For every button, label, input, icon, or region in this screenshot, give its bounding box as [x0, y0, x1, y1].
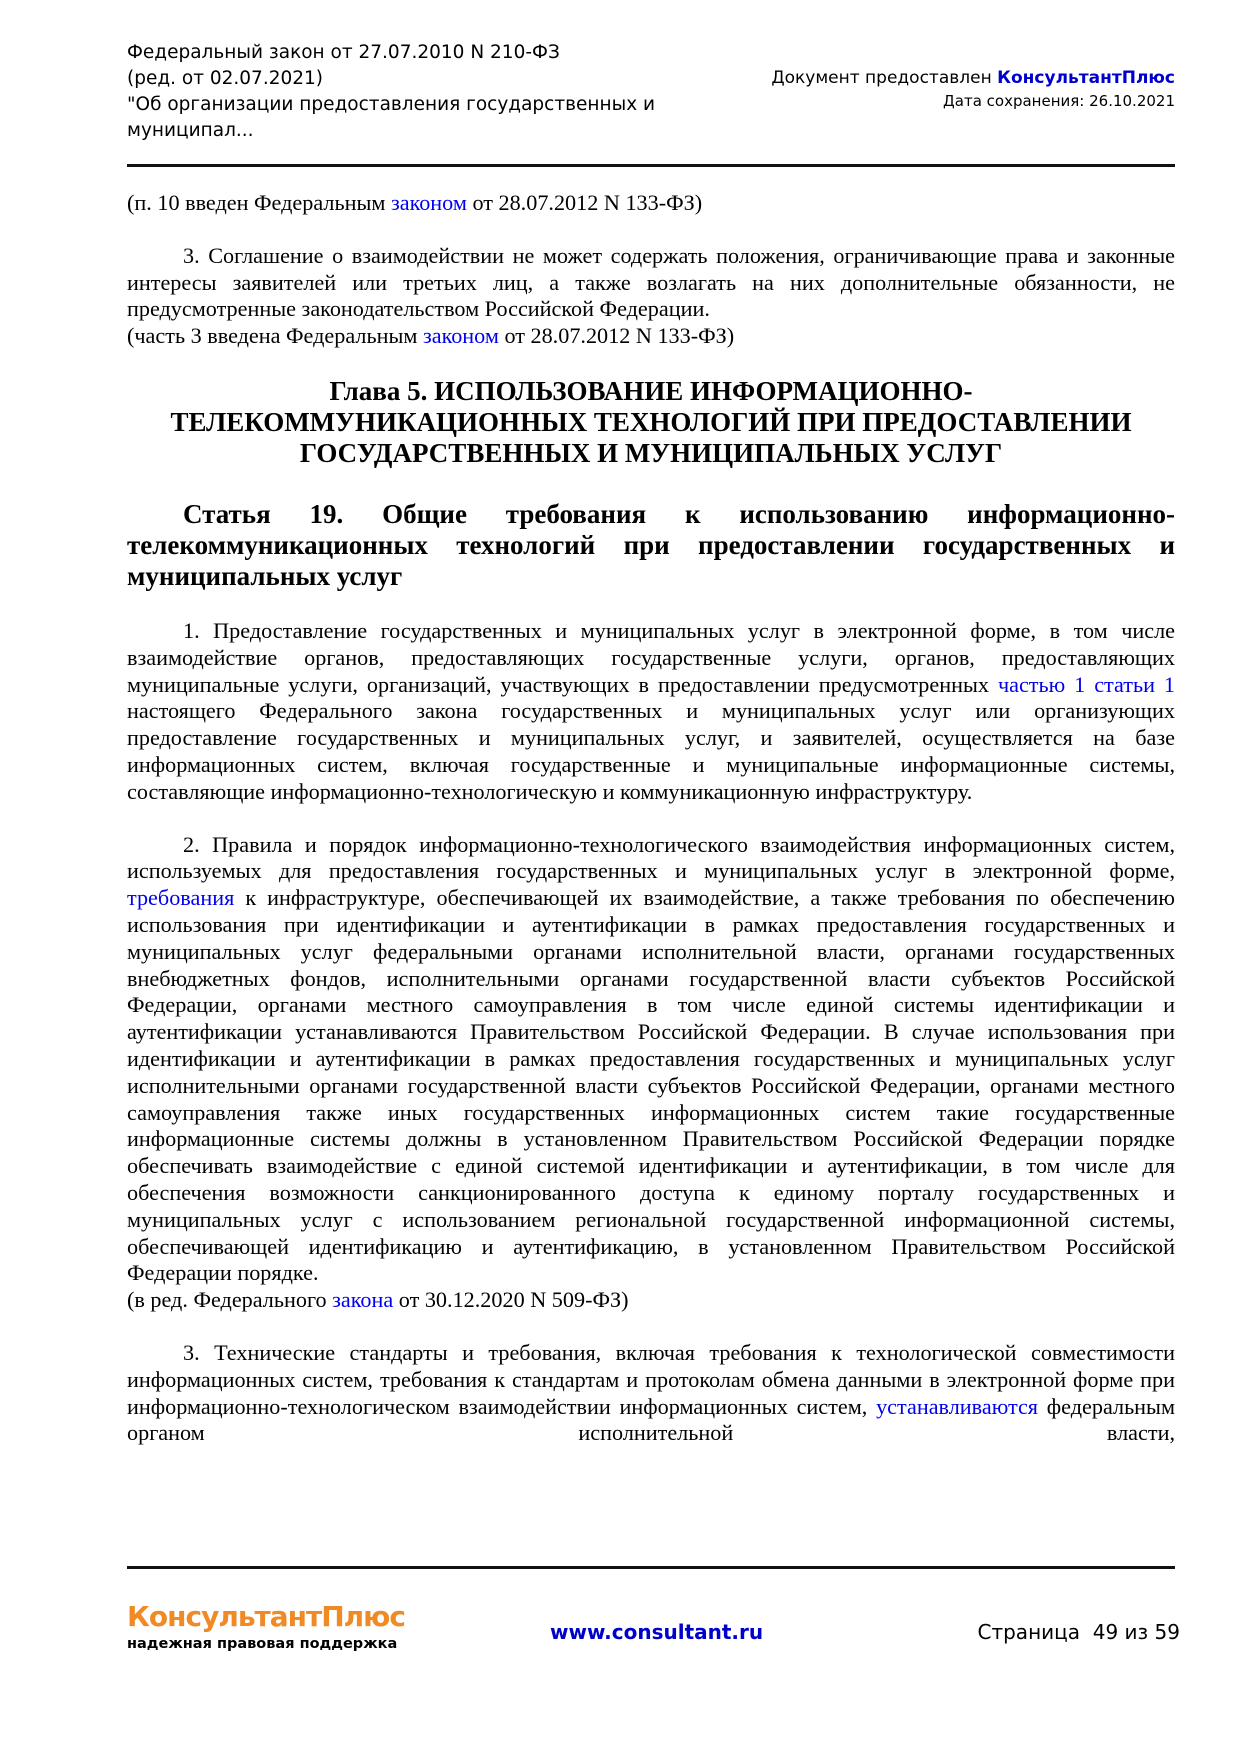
brand-name: КонсультантПлюс	[997, 68, 1175, 88]
paragraph: 2. Правила и порядок информационно-технологического взаимодействия информационных систем, используемых для предоставления государственных и муниципальных услуг в электронной форме, требования к инфраструктуре, обеспечивающей их взаимодействие, а также требования по обеспечению использования при идентификации и аутентификации в рамках предоставления государственных и муниципальных услуг федеральными органами исполнительной власти, органами государственных внебюджетных фондов, исполнительными органами государственной власти субъектов Российской Федерации, органами местного самоуправления в том числе единой системы идентификации и аутентификации устанавливаются Правительством Российской Федерации. В случае использования при идентификации и аутентификации в рамках предоставления государственных и муниципальных услуг исполнительными органами государственной власти субъектов Российской Федерации, органами местного самоуправления также иных государственных информационных систем такие государственные информационные системы должны в установленном Правительством Российской Федерации порядке обеспечивать взаимодействие с единой системой идентификации и аутентификации, в том числе для обеспечения возможности санкционированного доступа к единому порталу государственных и муниципальных услуг с использованием региональной государственной информационной системы, обеспечивающей идентификацию и аутентификацию, в установленном Правительством Российской Федерации порядке.	[127, 831, 1175, 1286]
established-link[interactable]: устанавливаются	[876, 1393, 1039, 1419]
website-link[interactable]: www.consultant.ru	[550, 1620, 764, 1644]
title-line: Федеральный закон от 27.07.2010 N 210-ФЗ	[127, 42, 560, 63]
amendment-note: (в ред. Федерального закона от 30.12.2020 N 509-ФЗ)	[127, 1287, 629, 1313]
part-link[interactable]: частью 1	[997, 671, 1086, 697]
amendment-note: (часть 3 введена Федеральным законом от 28.07.2012 N 133-ФЗ)	[127, 323, 735, 349]
chapter-title: Глава 5. ИСПОЛЬЗОВАНИЕ ИНФОРМАЦИОННО-ТЕЛЕКОММУНИКАЦИОННЫХ ТЕХНОЛОГИЙ ПРИ ПРЕДОСТАВЛЕНИИ ГОСУДАРСТВЕННЫХ И МУНИЦИПАЛЬНЫХ УСЛУГ	[170, 375, 1132, 468]
footer-logo	[127, 1600, 405, 1654]
paragraph: 1. Предоставление государственных и муниципальных услуг в электронной форме, в том числе взаимодействие органов, предоставляющих государственные услуги, органов, предоставляющих муниципальные услуги, организаций, участвующих в предоставлении предусмотренных частью 1 статьи 1 настоящего Федерального закона государственных и муниципальных услуг или организующих предоставление государственных и муниципальных услуг, и заявителей, осуществляется на базе информационных систем, включая государственные и муниципальные информационные системы, составляющие информационно-технологическую и коммуникационную инфраструктуру.	[127, 617, 1176, 804]
law-link[interactable]: законом	[390, 190, 467, 215]
article-link[interactable]: статьи 1	[1094, 671, 1176, 697]
document-title	[127, 40, 687, 144]
amendment-note: (п. 10 введен Федеральным законом от 28.07.2012 N 133-ФЗ)	[127, 190, 703, 215]
document-body	[127, 190, 1175, 1447]
provided-by-label: Документ предоставлен	[771, 68, 992, 88]
title-line: муниципал...	[127, 120, 254, 141]
paragraph: 3. Технические стандарты и требования, включая требования к технологической совместимости информационных систем, требования к стандартам и протоколам обмена данными в электронной форме при информационно-технологическом взаимодействии информационных систем, устанавливаются федеральным органом исполнительной власти,	[127, 1339, 1176, 1446]
page-number: Страница 49 из 59	[977, 1620, 1180, 1644]
footer-divider	[127, 1566, 1175, 1569]
requirements-link[interactable]: требования	[127, 885, 235, 911]
header-divider	[127, 164, 1175, 167]
article-title: Статья 19. Общие требования к использованию информационно-телекоммуникационных технологий при предоставлении государственных и муниципальных услуг	[127, 498, 1175, 591]
provider-info	[771, 66, 1175, 112]
title-line: (ред. от 02.07.2021)	[127, 68, 324, 89]
footer-brand: КонсультантПлюс	[127, 1600, 405, 1633]
law-link[interactable]: закона	[332, 1287, 394, 1313]
footer-tagline: надежная правовая поддержка	[127, 1636, 398, 1652]
title-line: "Об организации предоставления государственных и	[127, 94, 656, 115]
save-date: Дата сохранения: 26.10.2021	[943, 92, 1175, 110]
paragraph: 3. Соглашение о взаимодействии не может содержать положения, ограничивающие права и законные интересы заявителей или третьих лиц, а также возлагать на них дополнительные обязанности, не предусмотренные законодательством Российской Федерации.	[127, 242, 1175, 322]
law-link[interactable]: законом	[422, 323, 499, 349]
